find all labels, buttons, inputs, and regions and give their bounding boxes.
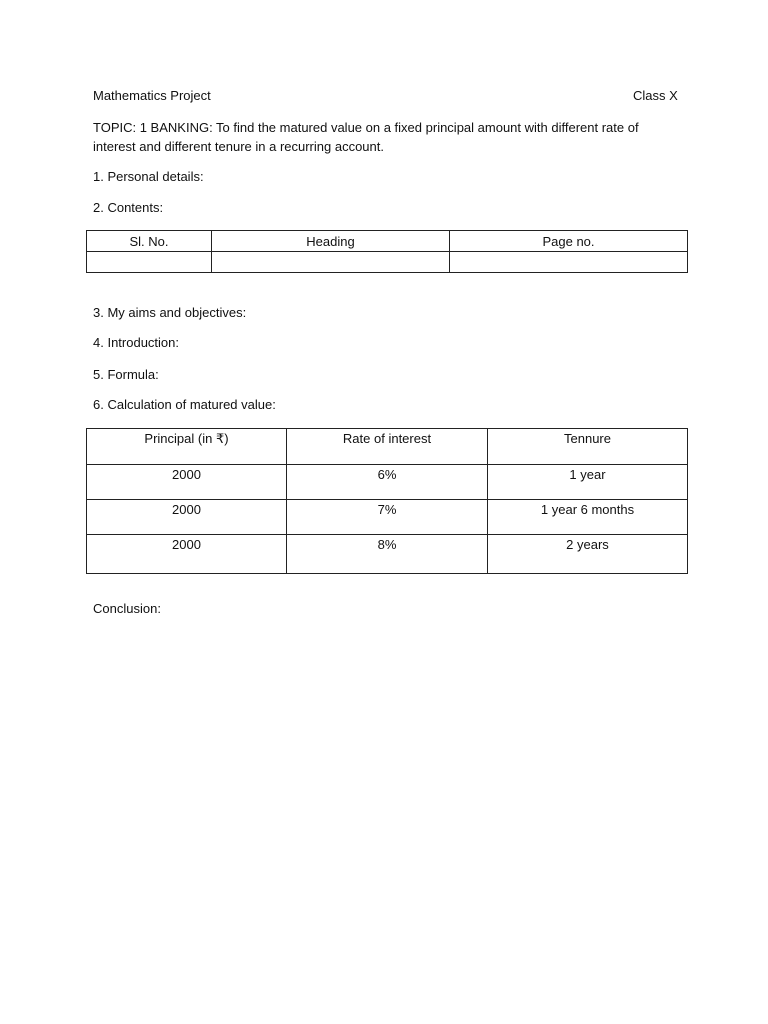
topic-text: TOPIC: 1 BANKING: To find the matured value on a fixed principal amount with different rate of interest and different tenure in a recurring account. [93, 120, 639, 154]
section-contents: 2. Contents: [93, 200, 164, 215]
section-personal-details: 1. Personal details: [93, 169, 204, 184]
table-row [87, 535, 688, 574]
table-cell: 2000 [87, 465, 287, 500]
table-cell: 7% [287, 500, 488, 535]
table-header-row [87, 231, 688, 252]
table-cell: 6% [287, 465, 488, 500]
project-title: Mathematics Project [93, 88, 211, 103]
header-cell: Heading [212, 231, 450, 252]
table-cell [87, 252, 212, 273]
header-cell: Principal (in ₹) [87, 429, 287, 465]
section-aims: 3. My aims and objectives: [93, 305, 247, 320]
table-cell [450, 252, 688, 273]
calculation-table [86, 428, 688, 574]
section-introduction: 4. Introduction: [93, 335, 179, 350]
table-row [87, 465, 688, 500]
header-cell: Page no. [450, 231, 688, 252]
section-conclusion: Conclusion: [93, 601, 161, 616]
table-cell: 8% [287, 535, 488, 574]
contents-table [86, 230, 688, 273]
table-cell: 2 years [488, 535, 688, 574]
table-header-row [87, 429, 688, 465]
header-cell: Sl. No. [87, 231, 212, 252]
table-cell: 1 year [488, 465, 688, 500]
header-cell: Tennure [488, 429, 688, 465]
table-cell: 2000 [87, 535, 287, 574]
table-cell: 2000 [87, 500, 287, 535]
header-cell: Rate of interest [287, 429, 488, 465]
table-cell: 1 year 6 months [488, 500, 688, 535]
table-cell [212, 252, 450, 273]
table-row [87, 252, 688, 273]
section-calculation: 6. Calculation of matured value: [93, 397, 276, 412]
section-formula: 5. Formula: [93, 367, 159, 382]
table-row [87, 500, 688, 535]
class-label: Class X [633, 88, 678, 103]
